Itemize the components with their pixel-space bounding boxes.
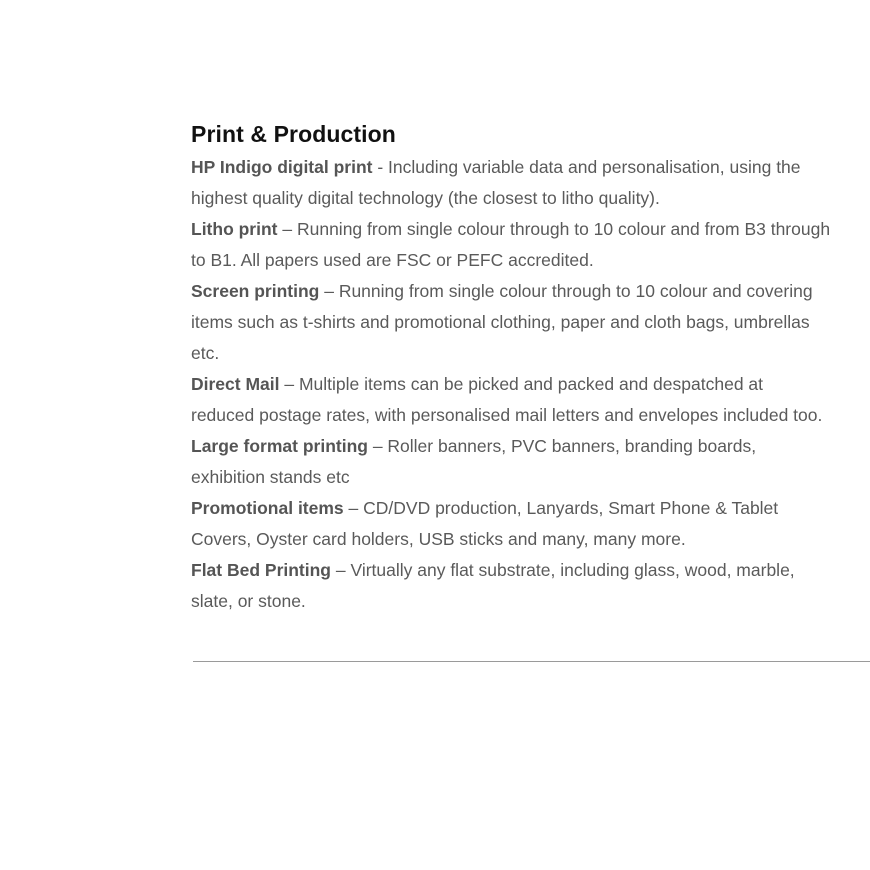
service-item-hp-indigo [191,152,831,214]
service-item-litho [191,214,831,276]
service-description: – CD/DVD production, Lanyards, Smart Phone & Tablet Covers, Oyster card holders, USB sticks and many, many more. [191,498,779,549]
service-item-screen-printing [191,276,831,369]
service-description: – Virtually any flat substrate, including glass, wood, marble, slate, or stone. [191,560,795,611]
service-title: Direct Mail [191,374,280,394]
service-description: – Multiple items can be picked and packed and despatched at reduced postage rates, with personalised mail letters and envelopes included too. [191,374,823,425]
service-description: – Running from single colour through to 10 colour and covering items such as t-shirts and promotional clothing, paper and cloth bags, umbrellas etc. [191,281,813,363]
service-description: - Including variable data and personalisation, using the highest quality digital technology (the closest to litho quality). [191,157,801,208]
service-description: – Roller banners, PVC banners, branding boards, exhibition stands etc [191,436,757,487]
service-title: Promotional items [191,498,344,518]
service-title: Screen printing [191,281,320,301]
service-item-promotional [191,493,831,555]
page-content [191,119,831,617]
service-item-direct-mail [191,369,831,431]
section-heading: Print & Production [191,121,396,147]
service-title: HP Indigo digital print [191,157,373,177]
service-title: Flat Bed Printing [191,560,331,580]
service-description: – Running from single colour through to 10 colour and from B3 through to B1. All papers used are FSC or PEFC accredited. [191,219,831,270]
service-item-large-format [191,431,831,493]
horizontal-divider [193,661,870,662]
service-item-flat-bed [191,555,831,617]
service-title: Large format printing [191,436,368,456]
service-title: Litho print [191,219,278,239]
service-list [191,152,831,617]
